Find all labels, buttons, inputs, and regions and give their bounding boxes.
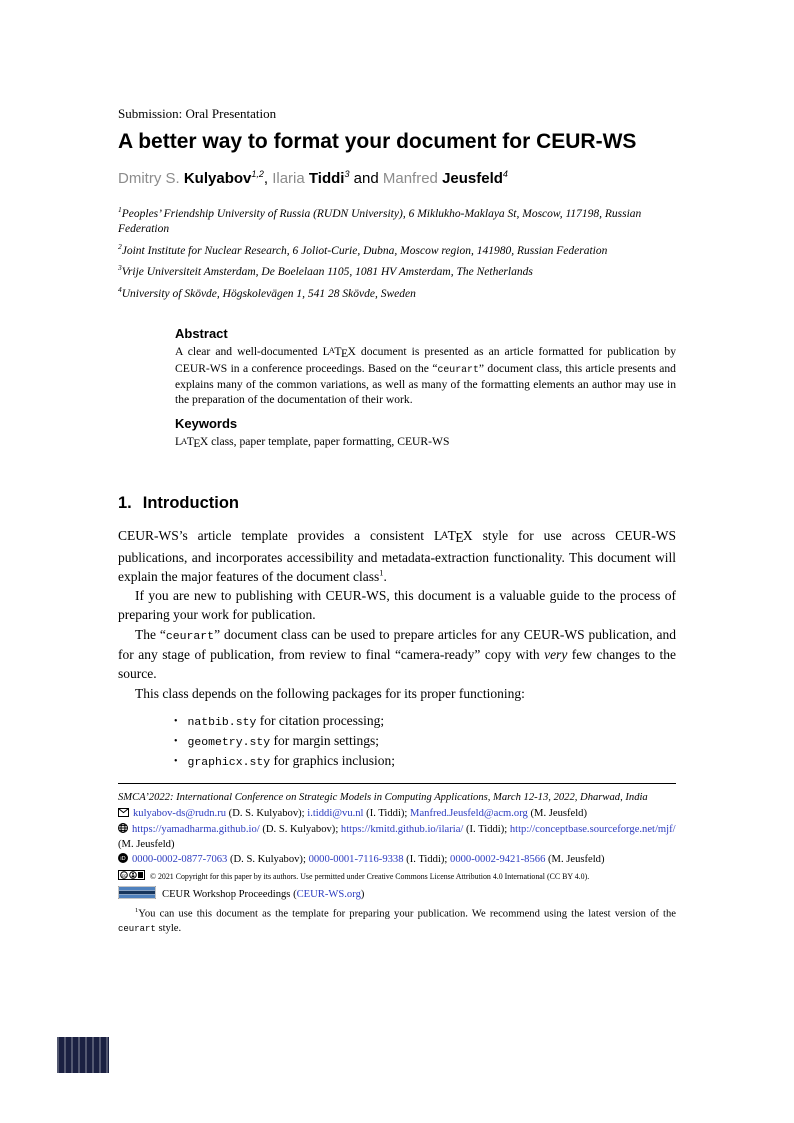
author-first-name: Ilaria: [272, 170, 309, 187]
author: [383, 170, 508, 187]
text-segment: You can use this document as the template for preparing your publication. We recommend using the latest version of the: [138, 908, 676, 920]
cc-by-badge: [118, 870, 145, 884]
ceur-line: [118, 886, 676, 904]
latex-logo: LATEX: [322, 344, 356, 360]
text-segment: for margin settings;: [270, 733, 379, 749]
text-segment: ): [360, 888, 365, 900]
affiliation-marker: 4: [118, 284, 122, 294]
text-segment: (D. S. Kulyabov);: [259, 824, 341, 836]
abstract-heading: Abstract: [175, 325, 228, 341]
link[interactable]: https://yamadharma.github.io/: [132, 824, 260, 836]
text-segment: (M. Jeusfeld): [118, 839, 175, 851]
text-segment: ” document class, this article presents and explains many of the common variations, as well as many of the formatting elements an author may use in the preparation of the documentation of their work.: [175, 362, 676, 406]
list-item: [174, 713, 676, 729]
license-line: [118, 870, 676, 884]
author-affiliation-marker: 3: [344, 169, 350, 179]
author-last-name: Kulyabov: [183, 170, 252, 187]
author-line: [118, 169, 676, 187]
ceur-text: [162, 888, 364, 902]
affiliation-marker: 2: [118, 241, 122, 251]
list-item: [174, 753, 676, 769]
text-segment: If you are new to publishing with CEUR-WS, this document is a valuable guide to the process of preparing your work for publication.: [118, 588, 676, 623]
svg-text:iD: iD: [120, 856, 126, 863]
author-last-name: Tiddi: [308, 170, 345, 187]
paragraph: [118, 586, 676, 625]
author-last-name: Jeusfeld: [442, 170, 503, 187]
text-segment: style for use across CEUR-WS publications, and incorporates accessibility and metadata-extraction functionality. This document will explain the major features of the document class: [118, 527, 676, 584]
sup-segment: 1: [379, 568, 384, 578]
text-segment: for citation processing;: [256, 713, 385, 729]
globe-icon: [118, 823, 128, 838]
affiliation-text: Vrije Universiteit Amsterdam, De Boelelaan 1105, 1081 HV Amsterdam, The Netherlands: [121, 266, 533, 278]
link[interactable]: CEUR-WS.org: [296, 888, 361, 900]
envelope-icon: [118, 808, 129, 822]
author-separator: and: [349, 170, 383, 187]
footnote-rule: [118, 783, 676, 784]
keywords-heading: Keywords: [175, 416, 238, 432]
italic-segment: very: [544, 647, 568, 663]
orcid-text: [132, 854, 605, 865]
section-title: Introduction: [142, 493, 239, 512]
text-segment: (M. Jeusfeld): [545, 854, 605, 866]
list-item: [174, 733, 676, 749]
text-segment: ” document class can be used to prepare articles for any CEUR-WS publication, and for any stage of publication, from review to final “camera-ready” copy with: [118, 626, 676, 663]
affiliation-text: University of Skövde, Högskolevägen 1, 541 28 Skövde, Sweden: [121, 287, 416, 300]
text-segment: class, paper template, paper formatting, CEUR-WS: [208, 435, 450, 449]
affiliations: [118, 205, 676, 302]
svg-text:cc: cc: [121, 873, 127, 879]
paragraph: [118, 625, 676, 684]
affiliation: [118, 242, 676, 259]
code-segment: ceurart: [165, 629, 215, 643]
code-segment: graphicx.sty: [187, 756, 271, 770]
website-line: [118, 823, 676, 852]
author-first-name: Dmitry S.: [118, 170, 184, 187]
ceur-logo: [118, 886, 156, 904]
text-segment: (I. Tiddi);: [463, 824, 510, 836]
text-segment: CEUR-WS’s article template provides a consistent: [118, 527, 434, 543]
author-separator: ,: [263, 170, 273, 187]
paper-title: A better way to format your document for CEUR-WS: [118, 130, 637, 153]
text-segment: (D. S. Kulyabov);: [226, 808, 308, 820]
code-segment: geometry.sty: [187, 736, 271, 750]
affiliation: [118, 285, 676, 302]
affiliation: [118, 263, 676, 280]
affiliation-marker: 3: [118, 263, 122, 273]
italic-segment: SMCA’2022: International Conference on Strategic Models in Computing Applications, March 12-13, 2022, Dharwad, India: [118, 792, 648, 804]
conference-note: [118, 791, 676, 805]
link[interactable]: kulyabov-ds@rudn.ru: [133, 808, 227, 820]
link[interactable]: Manfred.Jeusfeld@acm.org: [410, 808, 528, 820]
license-text: © 2021 Copyright for this paper by its authors. Use permitted under Creative Commons License Attribution 4.0 International (CC BY 4.0).: [150, 871, 590, 881]
section-heading: [118, 494, 676, 513]
paragraph: [118, 526, 676, 586]
code-segment: natbib.sty: [187, 716, 257, 730]
code-segment: ceurart: [118, 922, 156, 934]
author: [272, 170, 383, 187]
link[interactable]: 0000-0002-9421-8566: [450, 854, 546, 866]
text-segment: CEUR Workshop Proceedings (: [162, 888, 297, 900]
link[interactable]: i.tiddi@vu.nl: [307, 808, 364, 820]
section-number: 1.: [118, 493, 132, 512]
code-segment: ceurart: [437, 364, 479, 376]
text-segment: .: [383, 568, 387, 584]
text-segment: (M. Jeusfeld): [527, 808, 587, 820]
author: [118, 170, 272, 187]
footnote-area: [118, 783, 676, 936]
author-affiliation-marker: 4: [502, 169, 508, 179]
package-list: [118, 713, 676, 769]
affiliation-marker: 1: [118, 205, 122, 214]
sup-segment: 1: [135, 907, 139, 915]
barcode-mark: [57, 1037, 109, 1073]
text-segment: style.: [155, 922, 182, 934]
keywords-text: [175, 434, 676, 451]
text-segment: (I. Tiddi);: [363, 808, 411, 820]
author-first-name: Manfred: [382, 170, 443, 187]
text-segment: (D. S. Kulyabov);: [227, 854, 309, 866]
orcid-icon: [118, 853, 128, 868]
latex-logo: LATEX: [433, 527, 473, 546]
footnote-1: [118, 907, 676, 936]
affiliation-text: Joint Institute for Nuclear Research, 6 Joliot-Curie, Dubna, Moscow region, 141980, Russian Federation: [121, 244, 608, 257]
text-segment: A clear and well-documented: [175, 344, 323, 358]
author-affiliation-marker: 1,2: [251, 169, 264, 179]
text-segment: for graphics inclusion;: [270, 753, 395, 769]
email-text: [133, 808, 587, 819]
text-segment: This class depends on the following packages for its proper functioning:: [135, 685, 525, 701]
submission-type: Submission: Oral Presentation: [118, 106, 277, 121]
text-segment: (I. Tiddi);: [403, 854, 451, 866]
website-text: [118, 824, 676, 850]
text-segment: The “: [135, 626, 166, 642]
email-line: [118, 807, 676, 822]
text-segment: document is presented as an article formatted for publication by CEUR-WS in a conference proceedings. Based on the “: [175, 344, 676, 376]
latex-logo: LATEX: [175, 435, 209, 451]
orcid-line: [118, 853, 676, 868]
link[interactable]: https://kmitd.github.io/ilaria/: [340, 824, 464, 836]
affiliation-text: Peoples’ Friendship University of Russia (RUDN University), 6 Miklukho-Maklaya St, Moscow, 117198, Russian Federation: [118, 207, 642, 235]
abstract-text: [175, 344, 676, 408]
abstract-section: [175, 326, 676, 452]
text-segment: few changes to the source.: [118, 647, 676, 682]
affiliation: [118, 205, 676, 237]
paragraph: [118, 684, 676, 703]
link[interactable]: 0000-0001-7116-9338: [308, 854, 404, 866]
link[interactable]: http://conceptbase.sourceforge.net/mjf/: [509, 824, 676, 836]
link[interactable]: 0000-0002-0877-7063: [132, 854, 228, 866]
